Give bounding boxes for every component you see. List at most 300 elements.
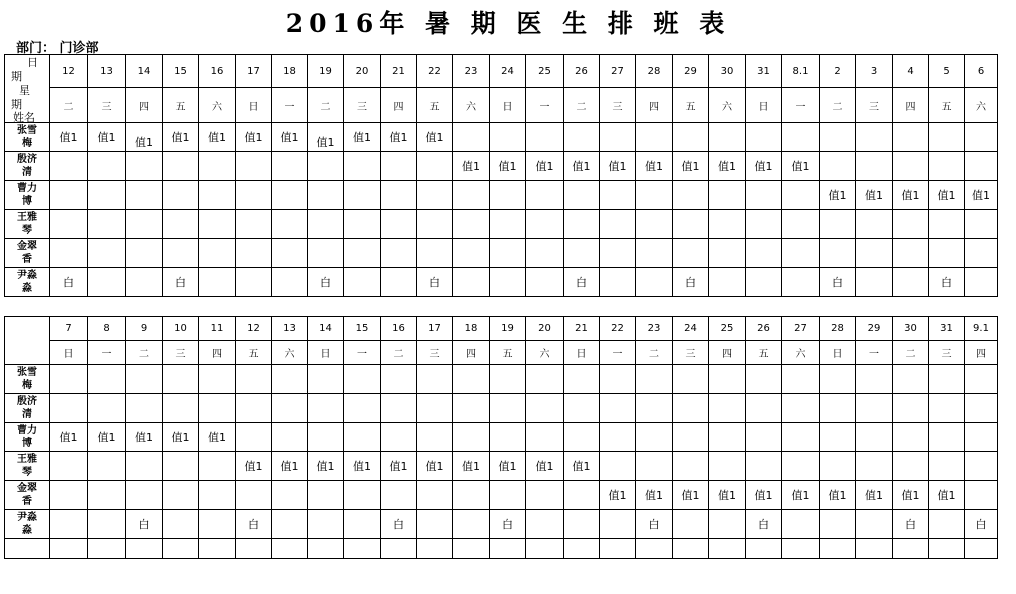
doctor-name-line1: 殷济 [17, 154, 37, 165]
schedule-cell [381, 268, 417, 297]
schedule-cell [929, 423, 965, 452]
schedule-cell [820, 152, 856, 181]
doctor-row [5, 394, 998, 423]
schedule-cell [236, 210, 272, 239]
empty-cell [929, 539, 965, 559]
schedule-cell [490, 152, 526, 181]
schedule-cell [236, 510, 272, 539]
doctor-name-line2: 清 [22, 409, 32, 420]
schedule-cell [600, 365, 636, 394]
date-header-cell: 15 [163, 55, 199, 88]
date-header-cell: 10 [163, 317, 199, 341]
doctor-name-line1: 王雅 [17, 212, 37, 223]
schedule-cell [453, 210, 490, 239]
schedule-cell [709, 210, 746, 239]
empty-cell [236, 539, 272, 559]
empty-cell [636, 539, 673, 559]
date-header-cell: 22 [417, 55, 453, 88]
schedule-cell [50, 210, 88, 239]
empty-cell [526, 539, 564, 559]
schedule-cell [272, 423, 308, 452]
empty-cell [50, 539, 88, 559]
schedule-cell [381, 481, 417, 510]
page-title: 2016年 暑 期 医 生 排 班 表 [285, 9, 731, 38]
schedule-cell [199, 268, 236, 297]
schedule-cell [308, 423, 344, 452]
shift-mark: 值1 [645, 160, 663, 173]
schedule-cell [965, 510, 998, 539]
weekday-header-cell: 四 [126, 88, 163, 123]
doctor-name-line2: 梅 [22, 380, 32, 391]
date-header-cell: 27 [782, 317, 820, 341]
schedule-cell [163, 452, 199, 481]
schedule-cell [163, 181, 199, 210]
schedule-cell [199, 152, 236, 181]
date-header-cell: 19 [308, 55, 344, 88]
schedule-cell [636, 210, 673, 239]
schedule-cell [636, 481, 673, 510]
weekday-header-cell: 五 [490, 341, 526, 365]
shift-mark: 白 [648, 518, 660, 531]
doctor-name-line1: 王雅 [17, 454, 37, 465]
schedule-cell [965, 394, 998, 423]
weekday-header-cell: 日 [746, 88, 782, 123]
schedule-cell [929, 452, 965, 481]
schedule-cell [50, 365, 88, 394]
weekday-header-cell: 四 [453, 341, 490, 365]
shift-mark: 值1 [937, 489, 956, 502]
schedule-cell [893, 452, 929, 481]
schedule-cell [308, 394, 344, 423]
schedule-cell [308, 510, 344, 539]
doctor-row [5, 123, 998, 152]
schedule-cell [417, 365, 453, 394]
schedule-cell [636, 423, 673, 452]
shift-mark: 值1 [316, 136, 335, 149]
schedule-cell [600, 181, 636, 210]
schedule-cell [417, 152, 453, 181]
date-header-cell: 7 [50, 317, 88, 341]
shift-mark: 白 [576, 276, 587, 289]
doctor-name-line1: 尹淼 [17, 512, 37, 523]
shift-mark: 值1 [572, 460, 591, 473]
schedule-cell [600, 452, 636, 481]
schedule-cell [820, 268, 856, 297]
schedule-cell [490, 268, 526, 297]
schedule-cell [272, 210, 308, 239]
doctor-name-cell [5, 452, 50, 481]
date-header-cell: 30 [709, 55, 746, 88]
date-header-cell: 23 [453, 55, 490, 88]
schedule-cell [856, 210, 893, 239]
schedule-cell [417, 394, 453, 423]
empty-cell [709, 539, 746, 559]
schedule-cell [50, 481, 88, 510]
schedule-cell [344, 510, 381, 539]
shift-mark: 白 [832, 276, 843, 289]
schedule-cell [709, 181, 746, 210]
weekday-header-cell: 五 [163, 88, 199, 123]
schedule-cell [965, 239, 998, 268]
schedule-cell [199, 481, 236, 510]
schedule-cell [526, 423, 564, 452]
schedule-cell [50, 452, 88, 481]
shift-mark: 值1 [608, 160, 627, 173]
weekday-header-cell: 五 [417, 88, 453, 123]
schedule-cell [636, 394, 673, 423]
schedule-cell [709, 452, 746, 481]
schedule-cell [344, 123, 381, 152]
schedule-cell [417, 210, 453, 239]
schedule-cell [88, 423, 126, 452]
doctor-name-cell [5, 365, 50, 394]
shift-mark: 值1 [791, 489, 810, 502]
empty-cell [782, 539, 820, 559]
shift-mark: 值1 [718, 489, 736, 502]
schedule-cell [453, 152, 490, 181]
schedule-cell [272, 481, 308, 510]
schedule-cell [417, 239, 453, 268]
schedule-cell [673, 510, 709, 539]
date-header-cell: 9 [126, 317, 163, 341]
weekday-header-cell: 四 [636, 88, 673, 123]
schedule-cell [308, 481, 344, 510]
schedule-cell [856, 452, 893, 481]
doctor-name-line2: 淼 [22, 283, 32, 294]
date-header-cell: 13 [88, 55, 126, 88]
weekday-header-cell: 二 [126, 341, 163, 365]
date-header-cell: 13 [272, 317, 308, 341]
schedule-cell [526, 452, 564, 481]
doctor-row [5, 181, 998, 210]
schedule-cell [272, 123, 308, 152]
doctor-row [5, 210, 998, 239]
schedule-cell [782, 452, 820, 481]
shift-mark: 值1 [462, 160, 480, 173]
schedule-cell [600, 510, 636, 539]
shift-mark: 白 [502, 518, 513, 531]
schedule-cell [453, 181, 490, 210]
schedule-cell [600, 123, 636, 152]
shift-mark: 值1 [972, 189, 990, 202]
schedule-cell [929, 152, 965, 181]
schedule-cell [746, 181, 782, 210]
shift-mark: 白 [63, 276, 74, 289]
schedule-cell [673, 268, 709, 297]
schedule-cell [526, 268, 564, 297]
schedule-cell [163, 123, 199, 152]
doctor-name-cell [5, 123, 50, 152]
schedule-cell [636, 452, 673, 481]
schedule-cell [50, 394, 88, 423]
schedule-cell [564, 123, 600, 152]
weekday-header-cell: 五 [746, 341, 782, 365]
schedule-cell [746, 452, 782, 481]
schedule-cell [929, 481, 965, 510]
empty-cell [163, 539, 199, 559]
schedule-cell [199, 210, 236, 239]
empty-cell [893, 539, 929, 559]
schedule-table-july [4, 54, 998, 297]
schedule-cell [856, 423, 893, 452]
schedule-cell [526, 123, 564, 152]
doctor-row [5, 152, 998, 181]
date-header-cell: 5 [929, 55, 965, 88]
empty-cell [965, 539, 998, 559]
schedule-cell [381, 239, 417, 268]
empty-cell [820, 539, 856, 559]
doctor-name-cell [5, 481, 50, 510]
schedule-cell [746, 481, 782, 510]
shift-mark: 值1 [718, 160, 736, 173]
schedule-cell [600, 152, 636, 181]
weekday-header-cell: 六 [965, 88, 998, 123]
date-header-cell: 27 [600, 55, 636, 88]
shift-mark: 白 [393, 518, 404, 531]
schedule-cell [126, 123, 163, 152]
weekday-header-cell: 六 [709, 88, 746, 123]
date-header-cell: 28 [636, 55, 673, 88]
schedule-cell [929, 239, 965, 268]
empty-cell [600, 539, 636, 559]
schedule-cell [126, 210, 163, 239]
schedule-cell [526, 181, 564, 210]
schedule-cell [381, 423, 417, 452]
schedule-cell [636, 510, 673, 539]
schedule-cell [308, 123, 344, 152]
shift-mark: 白 [941, 276, 952, 289]
shift-mark: 值1 [171, 131, 190, 144]
schedule-cell [746, 123, 782, 152]
doctor-name-line2: 清 [22, 167, 32, 178]
date-header-cell: 31 [929, 317, 965, 341]
doctor-row [5, 365, 998, 394]
schedule-cell [453, 481, 490, 510]
date-header-cell: 9.1 [965, 317, 998, 341]
doctor-name-line2: 博 [22, 196, 32, 207]
schedule-cell [673, 152, 709, 181]
weekday-header-cell: 二 [564, 88, 600, 123]
empty-cell [490, 539, 526, 559]
schedule-cell [600, 481, 636, 510]
empty-cell [564, 539, 600, 559]
shift-mark: 值1 [135, 136, 153, 149]
shift-mark: 值1 [608, 489, 627, 502]
corner-header-cell [5, 317, 50, 365]
weekday-header-cell: 日 [820, 341, 856, 365]
schedule-cell [782, 239, 820, 268]
schedule-cell [709, 394, 746, 423]
date-header-cell: 8 [88, 317, 126, 341]
schedule-cell [126, 152, 163, 181]
schedule-cell [50, 181, 88, 210]
schedule-cell [381, 394, 417, 423]
schedule-cell [236, 239, 272, 268]
shift-mark: 值1 [280, 460, 299, 473]
schedule-cell [673, 123, 709, 152]
schedule-cell [308, 365, 344, 394]
schedule-cell [709, 268, 746, 297]
weekday-header-cell: 六 [782, 341, 820, 365]
schedule-cell [709, 365, 746, 394]
schedule-cell [856, 510, 893, 539]
date-header-cell: 21 [564, 317, 600, 341]
shift-mark: 值1 [498, 460, 517, 473]
date-header-cell: 12 [50, 55, 88, 88]
schedule-cell [50, 239, 88, 268]
shift-mark: 白 [685, 276, 696, 289]
date-header-cell: 20 [344, 55, 381, 88]
shift-mark: 值1 [828, 489, 847, 502]
schedule-cell [381, 123, 417, 152]
weekday-header-cell: 三 [929, 341, 965, 365]
schedule-cell [709, 423, 746, 452]
doctor-name-cell [5, 423, 50, 452]
shift-mark: 值1 [208, 131, 226, 144]
schedule-cell [126, 423, 163, 452]
weekday-header-cell: 日 [490, 88, 526, 123]
weekday-header-cell: 日 [50, 341, 88, 365]
weekday-header-cell: 一 [600, 341, 636, 365]
shift-mark: 值1 [754, 160, 773, 173]
schedule-cell [600, 268, 636, 297]
schedule-cell [417, 452, 453, 481]
schedule-cell [893, 181, 929, 210]
schedule-cell [746, 239, 782, 268]
schedule-cell [163, 510, 199, 539]
schedule-cell [308, 239, 344, 268]
empty-cell [126, 539, 163, 559]
weekday-header-cell: 一 [856, 341, 893, 365]
schedule-cell [308, 181, 344, 210]
schedule-cell [88, 123, 126, 152]
schedule-cell [126, 365, 163, 394]
schedule-cell [526, 239, 564, 268]
weekday-header-cell: 三 [673, 341, 709, 365]
shift-mark: 值1 [937, 189, 956, 202]
schedule-cell [344, 152, 381, 181]
empty-cell [344, 539, 381, 559]
doctor-name-line1: 殷济 [17, 396, 37, 407]
shift-mark: 值1 [97, 131, 116, 144]
doctor-name-line1: 金翠 [17, 241, 37, 252]
schedule-cell [820, 394, 856, 423]
schedule-cell [526, 394, 564, 423]
shift-mark: 值1 [389, 460, 408, 473]
schedule-cell [199, 239, 236, 268]
weekday-header-cell: 日 [308, 341, 344, 365]
schedule-cell [893, 423, 929, 452]
weekday-header-cell: 六 [453, 88, 490, 123]
weekday-header-cell: 二 [308, 88, 344, 123]
shift-mark: 值1 [498, 160, 517, 173]
schedule-cell [126, 394, 163, 423]
schedule-cell [50, 123, 88, 152]
schedule-cell [88, 365, 126, 394]
shift-mark: 值1 [244, 460, 263, 473]
schedule-cell [199, 510, 236, 539]
date-header-cell: 16 [381, 317, 417, 341]
shift-mark: 值1 [535, 460, 554, 473]
schedule-cell [490, 239, 526, 268]
schedule-cell [453, 365, 490, 394]
schedule-cell [856, 181, 893, 210]
schedule-cell [782, 268, 820, 297]
shift-mark: 值1 [901, 489, 920, 502]
schedule-cell [381, 181, 417, 210]
schedule-cell [272, 452, 308, 481]
weekday-header-cell: 二 [820, 88, 856, 123]
schedule-cell [820, 452, 856, 481]
date-header-cell: 14 [308, 317, 344, 341]
schedule-cell [893, 510, 929, 539]
empty-cell [381, 539, 417, 559]
schedule-cell [929, 394, 965, 423]
schedule-cell [965, 210, 998, 239]
schedule-cell [856, 394, 893, 423]
schedule-cell [199, 423, 236, 452]
schedule-cell [856, 239, 893, 268]
date-header-cell: 8.1 [782, 55, 820, 88]
schedule-cell [344, 481, 381, 510]
schedule-cell [490, 452, 526, 481]
schedule-cell [746, 510, 782, 539]
schedule-cell [490, 394, 526, 423]
schedule-cell [929, 210, 965, 239]
blank-row [5, 539, 998, 559]
schedule-cell [490, 210, 526, 239]
date-header-cell: 11 [199, 317, 236, 341]
shift-mark: 值1 [135, 431, 153, 444]
empty-cell [453, 539, 490, 559]
shift-mark: 白 [975, 518, 987, 531]
schedule-cell [50, 152, 88, 181]
schedule-cell [381, 510, 417, 539]
date-header-cell: 16 [199, 55, 236, 88]
shift-mark: 值1 [865, 189, 883, 202]
schedule-cell [417, 423, 453, 452]
schedule-cell [709, 152, 746, 181]
schedule-cell [344, 365, 381, 394]
schedule-cell [746, 152, 782, 181]
schedule-cell [782, 152, 820, 181]
weekday-header-cell: 四 [965, 341, 998, 365]
schedule-cell [490, 123, 526, 152]
schedule-cell [453, 452, 490, 481]
schedule-cell [929, 268, 965, 297]
schedule-cell [88, 481, 126, 510]
schedule-cell [782, 123, 820, 152]
doctor-name-line1: 金翠 [17, 483, 37, 494]
schedule-cell [308, 210, 344, 239]
schedule-cell [88, 181, 126, 210]
doctor-name-line1: 曹力 [17, 425, 37, 436]
schedule-cell [236, 423, 272, 452]
schedule-cell [600, 210, 636, 239]
schedule-cell [236, 123, 272, 152]
shift-mark: 值1 [681, 489, 700, 502]
schedule-cell [199, 365, 236, 394]
schedule-cell [746, 365, 782, 394]
doctor-name-line2: 琴 [22, 225, 32, 236]
date-header-cell: 2 [820, 55, 856, 88]
empty-cell [856, 539, 893, 559]
shift-mark: 值1 [59, 131, 78, 144]
corner-label-xing: 星 [19, 84, 30, 97]
schedule-table-august [4, 316, 998, 559]
schedule-cell [893, 210, 929, 239]
schedule-cell [820, 423, 856, 452]
